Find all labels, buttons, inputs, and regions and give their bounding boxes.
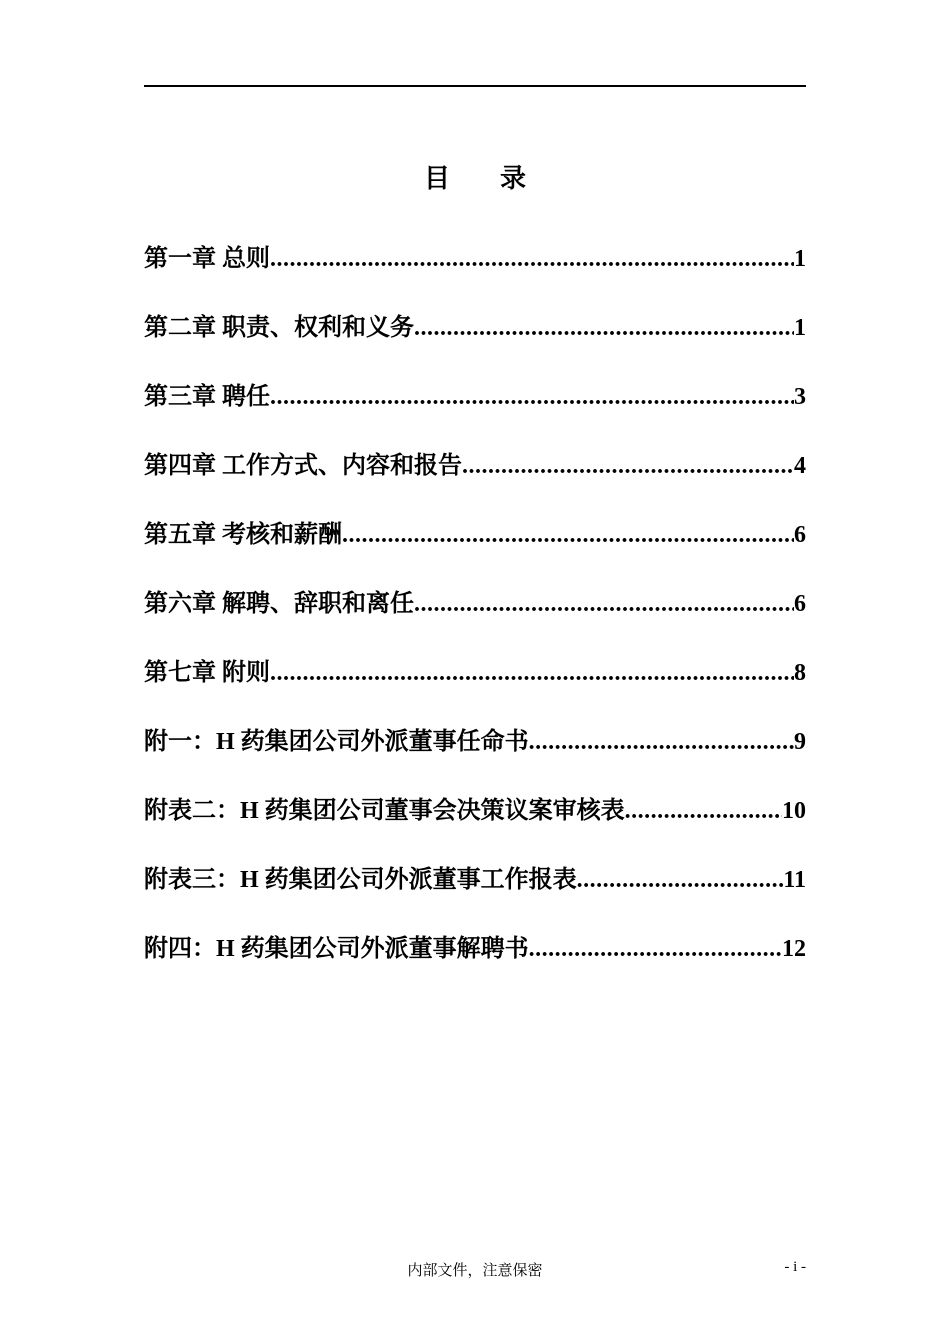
toc-entry[interactable] — [144, 514, 806, 583]
footer-page-number: - i - — [784, 1259, 806, 1275]
toc-entry[interactable] — [144, 238, 806, 307]
toc-title-right: 录 — [500, 164, 527, 193]
toc-entry[interactable] — [144, 859, 806, 928]
toc-title-left: 目 — [423, 164, 450, 193]
toc-entry-page: 12 — [782, 936, 806, 962]
toc-leader-dots — [270, 660, 794, 687]
toc-leader-dots — [414, 315, 794, 342]
toc-entry-page: 9 — [794, 729, 806, 755]
toc-leader-dots — [577, 867, 784, 894]
toc-leader-dots — [270, 246, 794, 273]
toc-leader-dots — [342, 522, 794, 549]
toc-leader-dots — [270, 384, 794, 411]
toc-entry-label: 第六章 解聘、辞职和离任 — [144, 591, 414, 617]
toc-entry-label: 第五章 考核和薪酬 — [144, 522, 342, 548]
toc-entry-page: 11 — [783, 867, 806, 893]
footer-confidential-note: 内部文件，注意保密 — [407, 1263, 543, 1279]
toc-entry[interactable] — [144, 583, 806, 652]
toc-entry-page: 3 — [794, 384, 806, 410]
toc-title — [0, 158, 950, 195]
toc-entry[interactable] — [144, 721, 806, 790]
toc-entry-label: 第七章 附则 — [144, 660, 270, 686]
toc-leader-dots — [529, 729, 794, 756]
toc-entry-page: 6 — [794, 591, 806, 617]
toc-entry-label: 附四：H 药集团公司外派董事解聘书 — [144, 936, 529, 962]
toc-entry-label: 附表二：H 药集团公司董事会决策议案审核表 — [144, 798, 625, 824]
toc-entry[interactable] — [144, 445, 806, 514]
toc-leader-dots — [414, 591, 794, 618]
toc-entry[interactable] — [144, 928, 806, 997]
header-rule — [144, 85, 806, 87]
toc-entry[interactable] — [144, 652, 806, 721]
toc-entry-page: 1 — [794, 246, 806, 272]
toc-entry-page: 8 — [794, 660, 806, 686]
toc-list — [144, 238, 806, 997]
toc-entry[interactable] — [144, 307, 806, 376]
toc-entry-page: 10 — [782, 798, 806, 824]
toc-leader-dots — [462, 453, 794, 480]
toc-leader-dots — [529, 936, 782, 963]
toc-entry-page: 6 — [794, 522, 806, 548]
toc-entry[interactable] — [144, 376, 806, 445]
toc-entry-label: 附一：H 药集团公司外派董事任命书 — [144, 729, 529, 755]
toc-entry-label: 第一章 总则 — [144, 246, 270, 272]
toc-entry-page: 4 — [794, 453, 806, 479]
toc-entry-label: 第二章 职责、权利和义务 — [144, 315, 414, 341]
toc-entry-label: 第三章 聘任 — [144, 384, 270, 410]
toc-entry-label: 附表三：H 药集团公司外派董事工作报表 — [144, 867, 577, 893]
toc-entry-page: 1 — [794, 315, 806, 341]
toc-entry[interactable] — [144, 790, 806, 859]
toc-entry-label: 第四章 工作方式、内容和报告 — [144, 453, 462, 479]
toc-leader-dots — [625, 798, 782, 825]
